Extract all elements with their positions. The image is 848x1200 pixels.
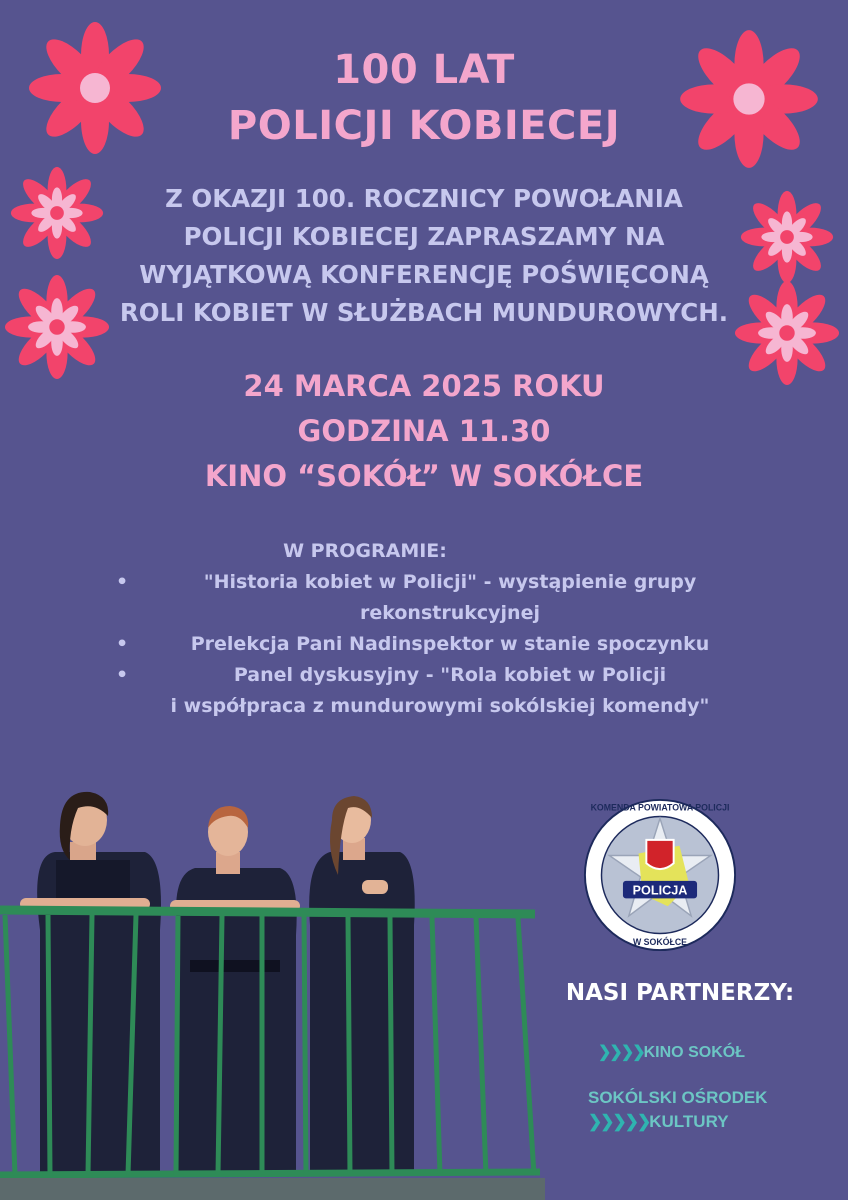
program-item: [110, 660, 770, 691]
page-title: [0, 42, 848, 154]
intro-line: Z OKAZJI 100. ROCZNICY POWOŁANIA: [165, 184, 683, 213]
event-time: GODZINA 11.30: [297, 414, 551, 448]
program-item: [110, 629, 770, 660]
program-closing-line: i współpraca z mundurowymi sokólskiej komendy": [170, 695, 710, 717]
program-heading: W PROGRAMIE:: [283, 540, 447, 562]
event-details: [0, 364, 848, 499]
chevron-arrows-icon: ❯❯❯❯: [598, 1044, 644, 1061]
program-item-line: Panel dyskusyjny - "Rola kobiet w Policji: [233, 664, 667, 686]
intro-line: POLICJI KOBIECEJ ZAPRASZAMY NA: [183, 222, 665, 251]
badge-bottom-text: W SOKÓŁCE: [632, 937, 688, 948]
police-badge-logo: [582, 797, 738, 953]
intro-text: [95, 180, 753, 332]
chevron-arrows-icon: ❯❯❯❯❯: [588, 1112, 650, 1131]
event-place: KINO “SOKÓŁ” W SOKÓŁCE: [204, 459, 644, 493]
intro-line: WYJĄTKOWĄ KONFERENCJĘ POŚWIĘCONĄ: [139, 260, 709, 289]
partner-sok: [588, 1086, 767, 1134]
partner-kino-label: KINO SOKÓŁ: [643, 1044, 745, 1061]
flower-icon: [10, 166, 104, 260]
title-line: 100 LAT: [333, 47, 515, 93]
officers-photo: [0, 780, 545, 1200]
event-date: 24 MARCA 2025 ROKU: [243, 369, 605, 403]
bullet: •: [116, 633, 129, 655]
partners-heading: NASI PARTNERZY:: [565, 980, 795, 1006]
intro-line: ROLI KOBIET W SŁUŻBACH MUNDUROWYCH.: [119, 298, 729, 327]
officer-figure: [37, 792, 161, 1175]
program-item-line: "Historia kobiet w Policji" - wystąpienie grupy: [203, 571, 697, 593]
officer-figure: [176, 806, 297, 1175]
program-section: [110, 536, 770, 722]
program-item-line: rekonstrukcyjnej: [360, 602, 540, 624]
flower-icon: [740, 190, 834, 284]
partner-kino-sokol: [598, 1042, 745, 1062]
partner-sok-line1: SOKÓLSKI OŚRODEK: [588, 1088, 768, 1107]
bullet: •: [116, 664, 129, 686]
badge-center-text: POLICJA: [632, 883, 688, 898]
program-item-line: Prelekcja Pani Nadinspektor w stanie spoczynku: [190, 633, 710, 655]
partner-sok-line2: KULTURY: [649, 1112, 729, 1131]
officer-figure: [309, 796, 415, 1175]
badge-top-text: KOMENDA POWIATOWA POLICJI: [590, 802, 730, 813]
program-item: [110, 567, 770, 629]
title-line: POLICJI KOBIECEJ: [227, 103, 621, 149]
bullet: •: [116, 571, 129, 593]
